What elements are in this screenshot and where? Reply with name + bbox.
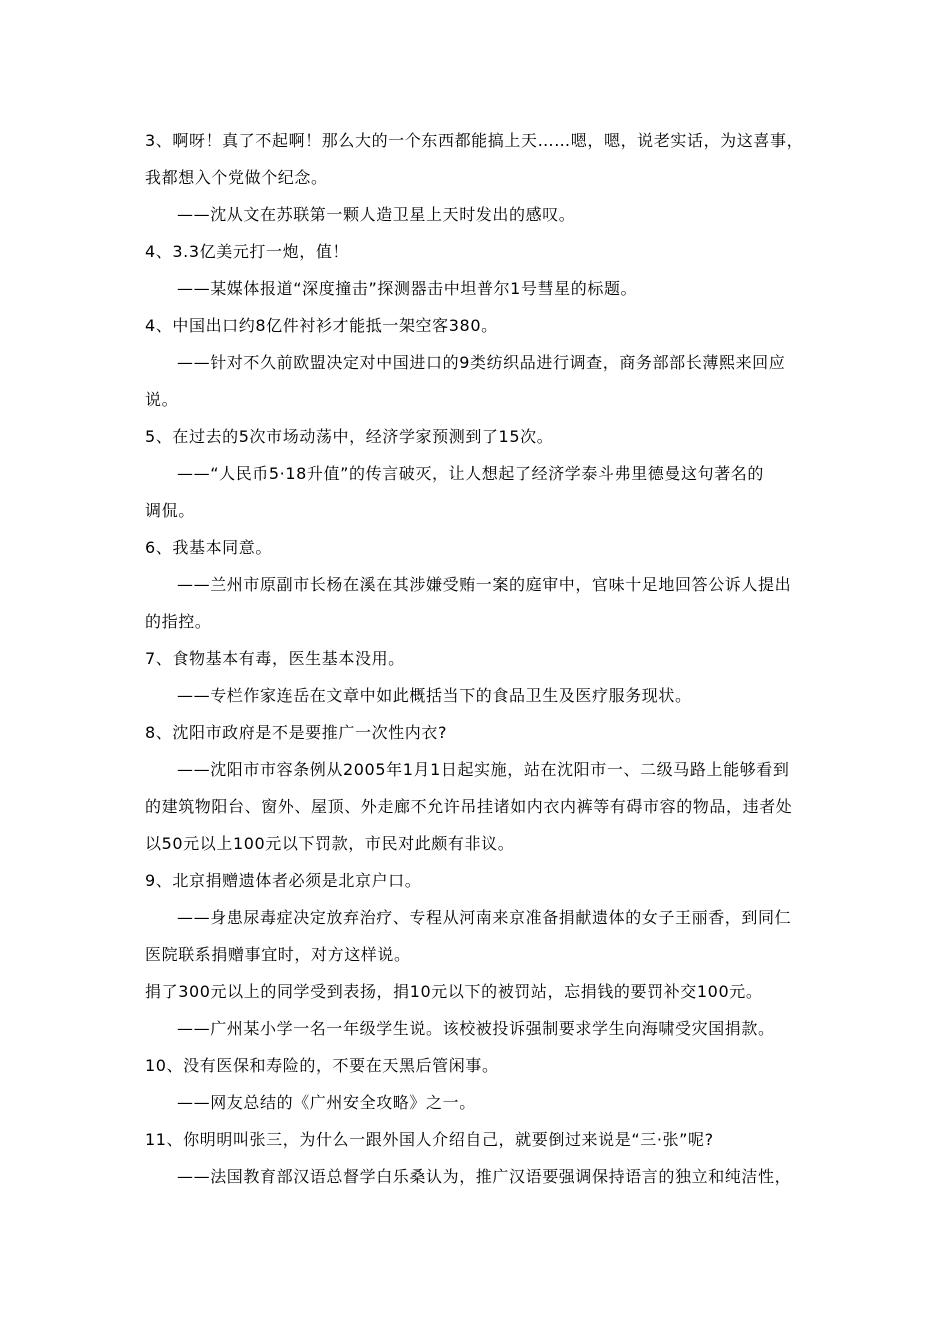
quote-6-source: ——兰州市原副市长杨在溪在其涉嫌受贿一案的庭审中，官味十足地回答公诉人提出: [177, 575, 792, 594]
quote-8-source: ——沈阳市市容条例从2005年1月1日起实施，站在沈阳市一、二级马路上能够看到: [177, 760, 790, 779]
quote-4b-source: ——针对不久前欧盟决定对中国进口的9类纺织品进行调查，商务部部长薄熙来回应: [177, 353, 786, 372]
quote-8-source-continued-2: 以50元以上100元以下罚款，市民对此颇有非议。: [145, 834, 515, 853]
quote-10: 10、没有医保和寿险的，不要在天黑后管闲事。: [145, 1056, 499, 1075]
quote-11: 11、你明明叫张三，为什么一跟外国人介绍自己，就要倒过来说是“三·张”呢?: [145, 1130, 714, 1149]
quote-10-source: ——网友总结的《广州安全攻略》之一。: [177, 1093, 476, 1112]
quote-7-source: ——专栏作家连岳在文章中如此概括当下的食品卫生及医疗服务现状。: [177, 686, 692, 705]
quote-3-continued: 我都想入个党做个纪念。: [145, 168, 328, 187]
quote-9-source-continued: 医院联系捐赠事宜时，对方这样说。: [145, 945, 411, 964]
quote-5-source: ——“人民币5·18升值”的传言破灭，让人想起了经济学泰斗弗里德曼这句著名的: [177, 464, 765, 483]
quote-4a: 4、3.3亿美元打一炮，值！: [145, 242, 350, 261]
quote-7: 7、食物基本有毒，医生基本没用。: [145, 649, 405, 668]
quote-8-source-continued-1: 的建筑物阳台、窗外、屋顶、外走廊不允许吊挂诸如内衣内裤等有碍市容的物品，违者处: [145, 797, 793, 816]
quote-5: 5、在过去的5次市场动荡中，经济学家预测到了15次。: [145, 427, 554, 446]
quote-6: 6、我基本同意。: [145, 538, 272, 557]
quote-8: 8、沈阳市政府是不是要推广一次性内衣?: [145, 723, 448, 742]
quote-3-source: ——沈从文在苏联第一颗人造卫星上天时发出的感叹。: [177, 205, 576, 224]
quote-11-source: ——法国教育部汉语总督学白乐桑认为，推广汉语要强调保持语言的独立和纯洁性，: [177, 1167, 792, 1186]
quote-unnumbered-source: ——广州某小学一名一年级学生说。该校被投诉强制要求学生向海啸受灾国捐款。: [177, 1019, 775, 1038]
quote-4b-source-continued: 说。: [145, 390, 179, 409]
quote-9-source: ——身患尿毒症决定放弃治疗、专程从河南来京准备捐献遗体的女子王丽香，到同仁: [177, 908, 792, 927]
quote-4b: 4、中国出口约8亿件衬衫才能抵一架空客380。: [145, 316, 498, 335]
quote-6-source-continued: 的指控。: [145, 612, 212, 631]
quote-3: 3、啊呀！真了不起啊！那么大的一个东西都能搞上天……嗯，嗯，说老实话，为这喜事，: [145, 131, 804, 150]
quote-4a-source: ——某媒体报道“深度撞击”探测器击中坦普尔1号彗星的标题。: [177, 279, 638, 298]
quote-5-source-continued: 调侃。: [145, 501, 195, 520]
quote-9: 9、北京捐赠遗体者必须是北京户口。: [145, 871, 422, 890]
quote-unnumbered: 捐了300元以上的同学受到表扬，捐10元以下的被罚站，忘捐钱的要罚补交100元。: [145, 982, 763, 1001]
